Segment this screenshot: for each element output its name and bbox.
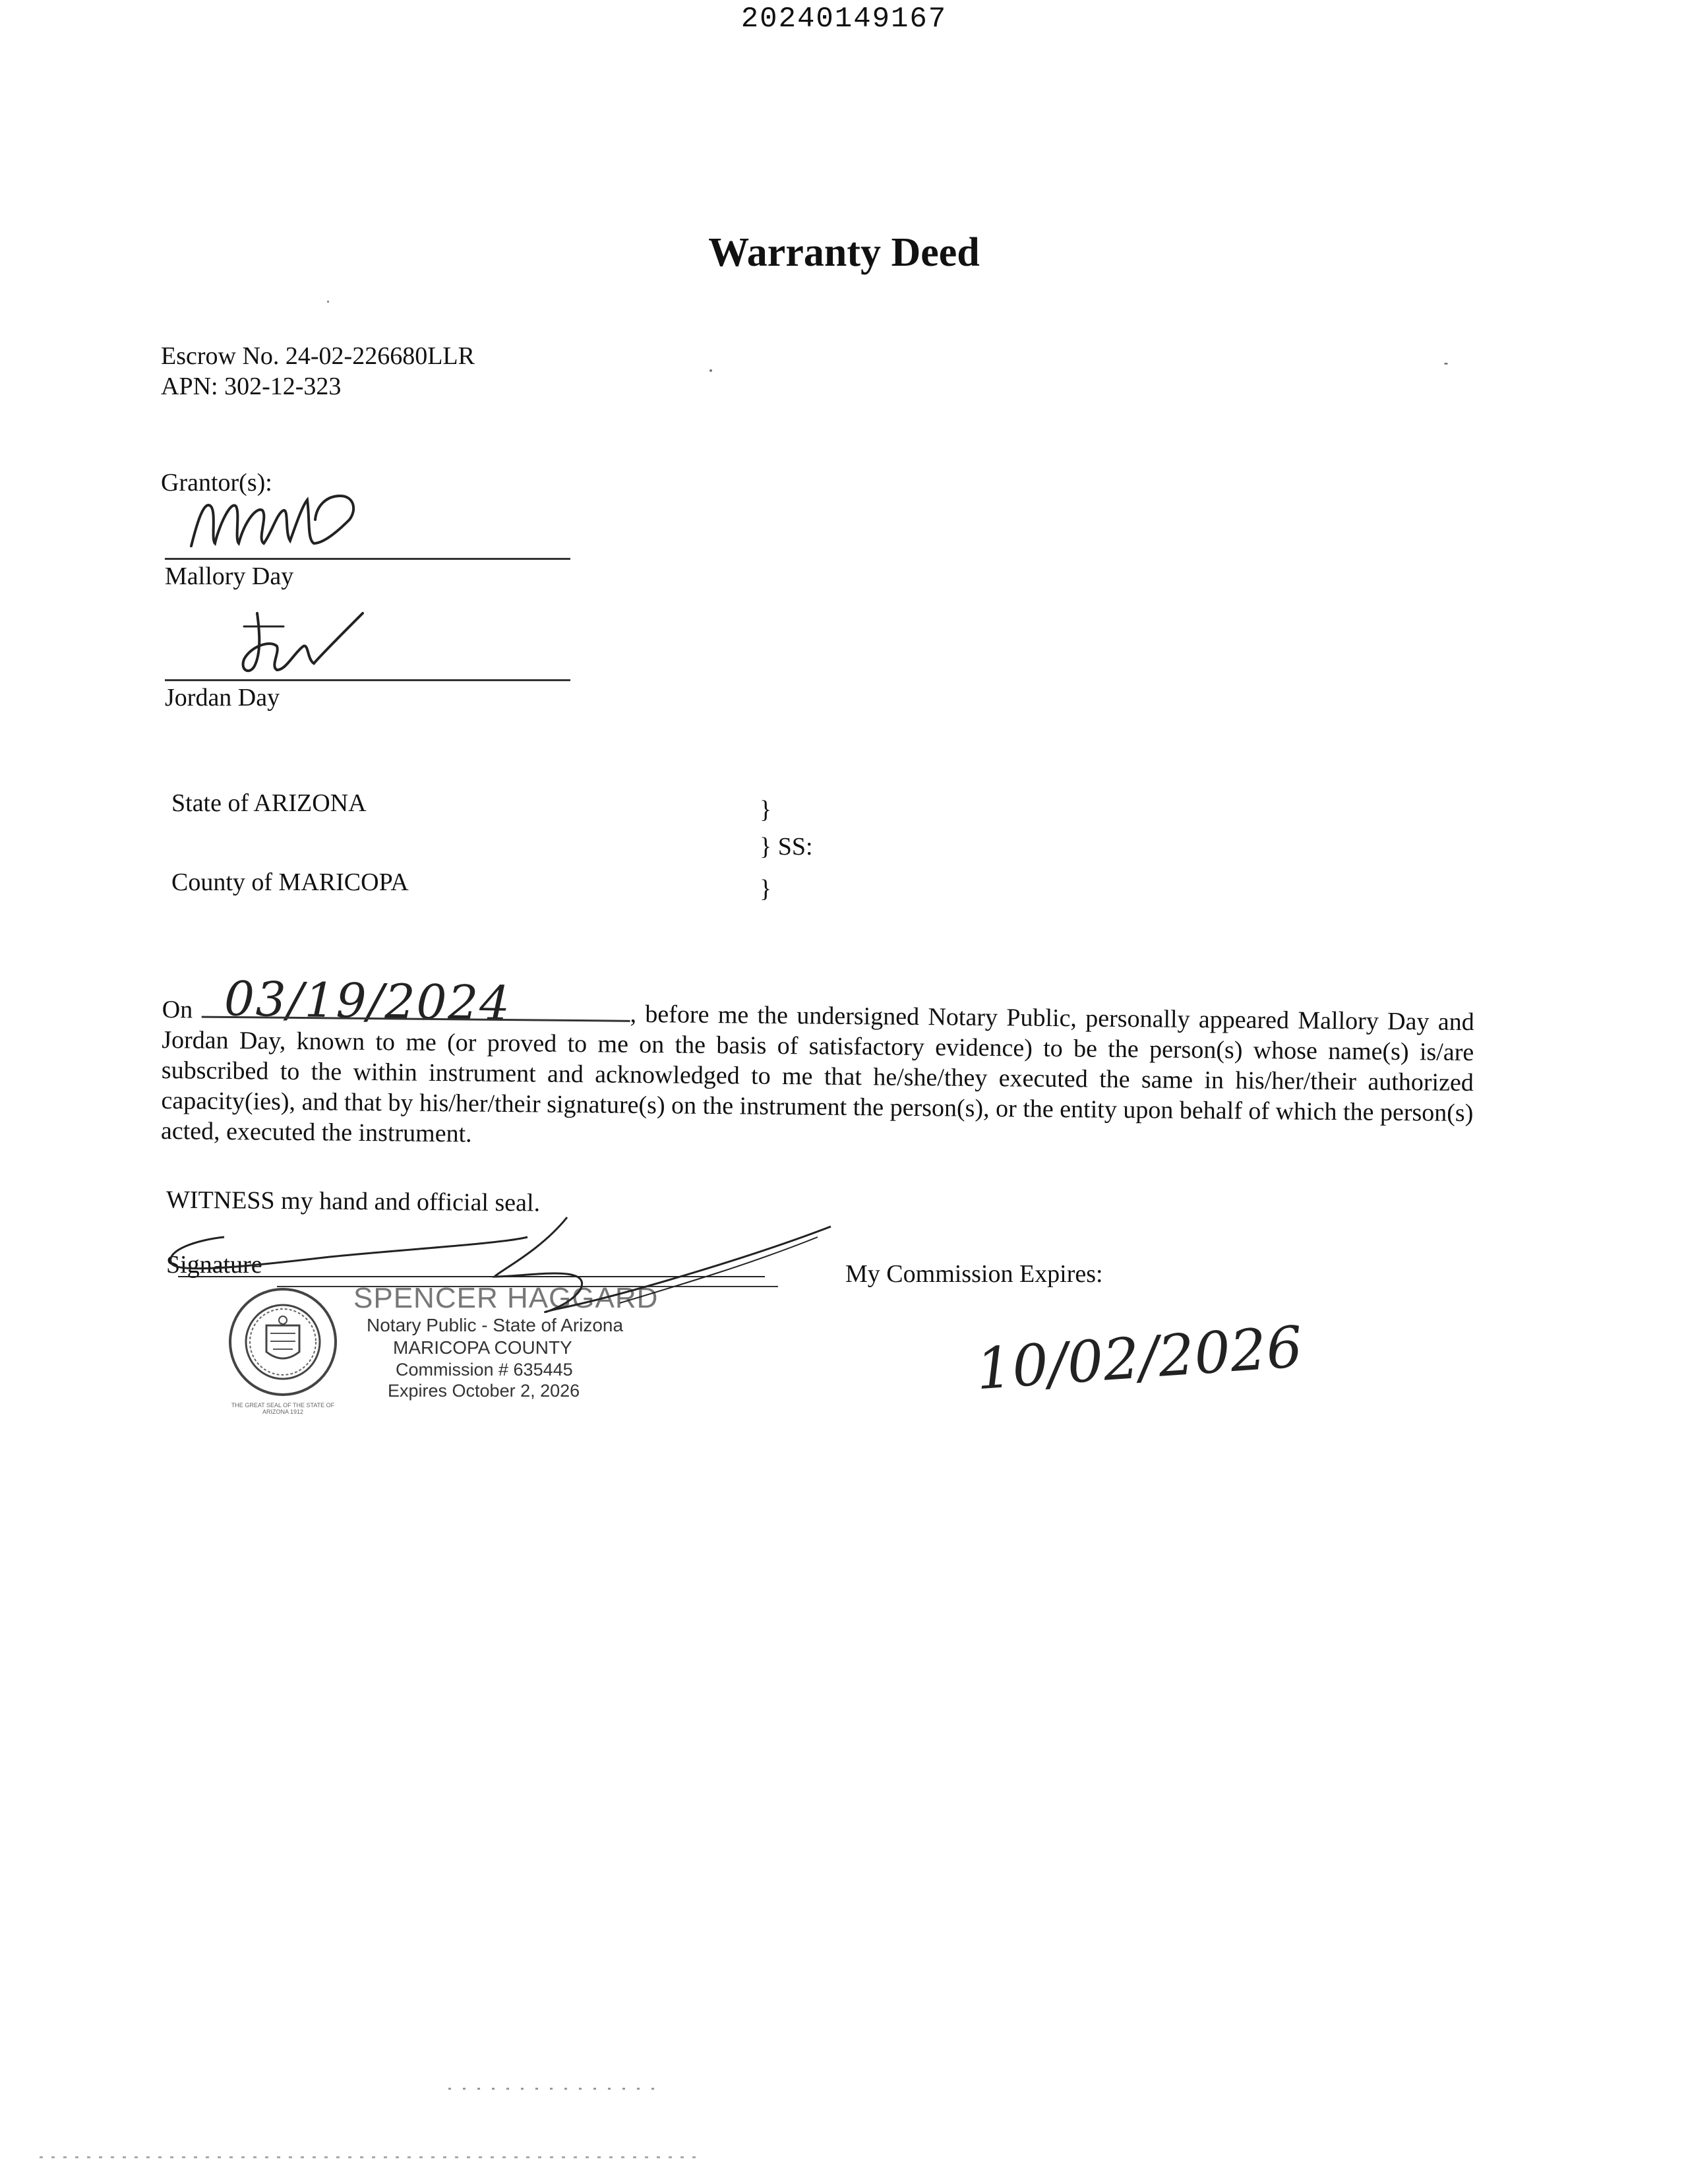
document-title: Warranty Deed bbox=[708, 230, 980, 275]
acknowledgment-paragraph bbox=[161, 994, 1474, 1159]
scan-speck bbox=[1444, 363, 1448, 365]
ack-on: On bbox=[162, 995, 193, 1024]
scan-speck bbox=[448, 2088, 659, 2090]
grantor-name-mallory: Mallory Day bbox=[165, 562, 294, 590]
mallory-day-signature bbox=[185, 480, 382, 559]
apn-number: APN: 302-12-323 bbox=[161, 373, 342, 400]
notary-stamp-name: SPENCER HAGGARD bbox=[353, 1282, 659, 1314]
venue-county: County of MARICOPA bbox=[171, 868, 409, 896]
handwritten-date: 03/19/2024 bbox=[224, 971, 512, 1031]
scan-speck bbox=[40, 2156, 699, 2158]
jordan-signature-line bbox=[165, 679, 570, 681]
escrow-number: Escrow No. 24-02-226680LLR bbox=[161, 342, 475, 370]
signature-label: Signature bbox=[166, 1251, 262, 1279]
venue-brace-top: } bbox=[760, 796, 772, 824]
scan-speck bbox=[327, 301, 329, 303]
notary-stamp-line2: MARICOPA COUNTY bbox=[393, 1337, 572, 1358]
notary-stamp-line4: Expires October 2, 2026 bbox=[388, 1381, 580, 1401]
mallory-signature-line bbox=[165, 558, 570, 560]
recording-number: 20240149167 bbox=[740, 3, 948, 36]
seal-text: THE GREAT SEAL OF THE STATE OF ARIZONA 1912 bbox=[231, 1402, 335, 1415]
witness-statement: WITNESS my hand and official seal. bbox=[166, 1186, 541, 1217]
commission-label: My Commission Expires: bbox=[845, 1260, 1103, 1288]
scan-speck bbox=[709, 369, 712, 372]
notary-stamp-line1: Notary Public - State of Arizona bbox=[367, 1315, 624, 1335]
commission-date-handwritten: 10/02/2026 bbox=[974, 1314, 1305, 1403]
grantors-label: Grantor(s): bbox=[161, 469, 272, 497]
notary-signature bbox=[158, 1211, 844, 1329]
jordan-day-signature bbox=[231, 607, 376, 679]
notary-stamp-line3: Commission # 635445 bbox=[396, 1360, 573, 1380]
grantor-name-jordan: Jordan Day bbox=[165, 684, 280, 712]
date-blank-line bbox=[201, 998, 630, 1022]
venue-state: State of ARIZONA bbox=[171, 789, 367, 817]
ack-text: , before me the undersigned Notary Public, personally appeared Mallory Day and Jordan Day, known to me (or proved to me on the basis of satisfactory evidence) to be the person(s) whose name(s) is/are subscribed to the within instrument and acknowledged to me that he/she/they executed the same in his/her/their authorized capacity(ies), and that by his/her/their signature(s) on the instrument the person(s), or the entity upon behalf of which the person(s) acted, executed the instrument. bbox=[160, 1000, 1474, 1148]
venue-brace-bottom: } bbox=[760, 875, 772, 903]
venue-ss: } SS: bbox=[760, 833, 813, 861]
